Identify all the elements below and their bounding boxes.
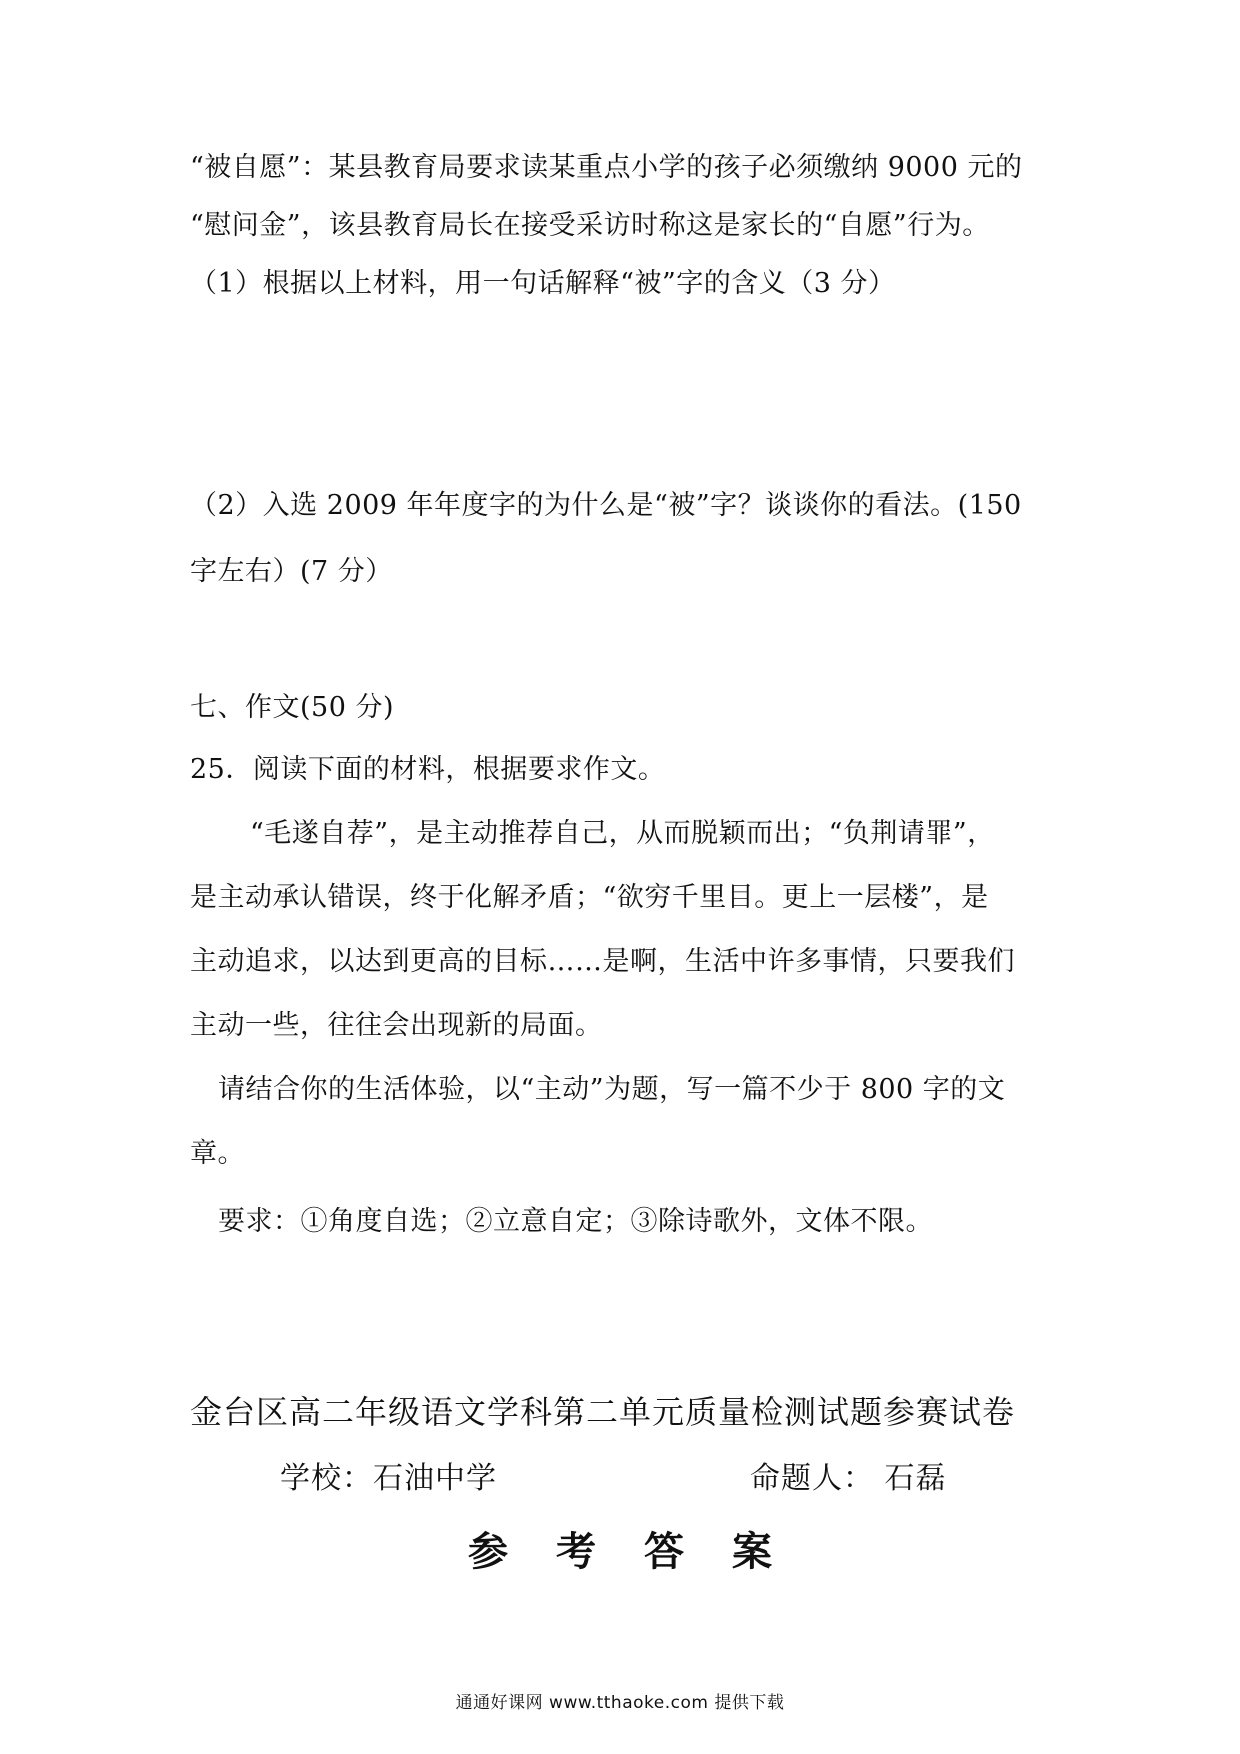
question-25: 25．阅读下面的材料，根据要求作文。	[190, 754, 666, 785]
answer-heading-char: 案	[732, 1529, 772, 1575]
question-2-cont: 字左右）(7 分）	[190, 556, 393, 587]
answer-heading	[0, 1528, 1240, 1576]
school-label: 学校：石油中学	[280, 1461, 497, 1496]
material-line-1: “毛遂自荐”，是主动推荐自己，从而脱颖而出；“负荆请罪”，	[250, 818, 995, 849]
answer-heading-char: 考	[556, 1529, 596, 1575]
instruction-line-2: 章。	[190, 1138, 245, 1169]
exam-title: 金台区高二年级语文学科第二单元质量检测试题参赛试卷	[190, 1393, 1016, 1431]
download-footer: 通通好课网 www.tthaoke.com 提供下载	[455, 1693, 785, 1713]
question-2: （2）入选 2009 年年度字的为什么是“被”字？谈谈你的看法。(150	[190, 490, 1022, 521]
answer-heading-char: 答	[644, 1529, 684, 1575]
question-1: （1）根据以上材料，用一句话解释“被”字的含义（3 分）	[190, 268, 896, 299]
requirements-line: 要求：①角度自选；②立意自定；③除诗歌外，文体不限。	[218, 1206, 933, 1237]
text-line-2: “慰问金”，该县教育局长在接受采访时称这是家长的“自愿”行为。	[190, 210, 990, 241]
material-line-2: 是主动承认错误，终于化解矛盾；“欲穷千里目。更上一层楼”，是	[190, 882, 989, 913]
author-label: 命题人： 石磊	[750, 1461, 947, 1496]
material-line-4: 主动一些，往往会出现新的局面。	[190, 1010, 603, 1041]
text-line-1: “被自愿”：某县教育局要求读某重点小学的孩子必须缴纳 9000 元的	[190, 152, 1023, 183]
section-heading-composition: 七、作文(50 分)	[190, 692, 395, 723]
material-line-3: 主动追求，以达到更高的目标……是啊，生活中许多事情，只要我们	[190, 946, 1015, 977]
instruction-line-1: 请结合你的生活体验，以“主动”为题，写一篇不少于 800 字的文	[218, 1074, 1006, 1105]
answer-heading-char: 参	[468, 1529, 508, 1575]
